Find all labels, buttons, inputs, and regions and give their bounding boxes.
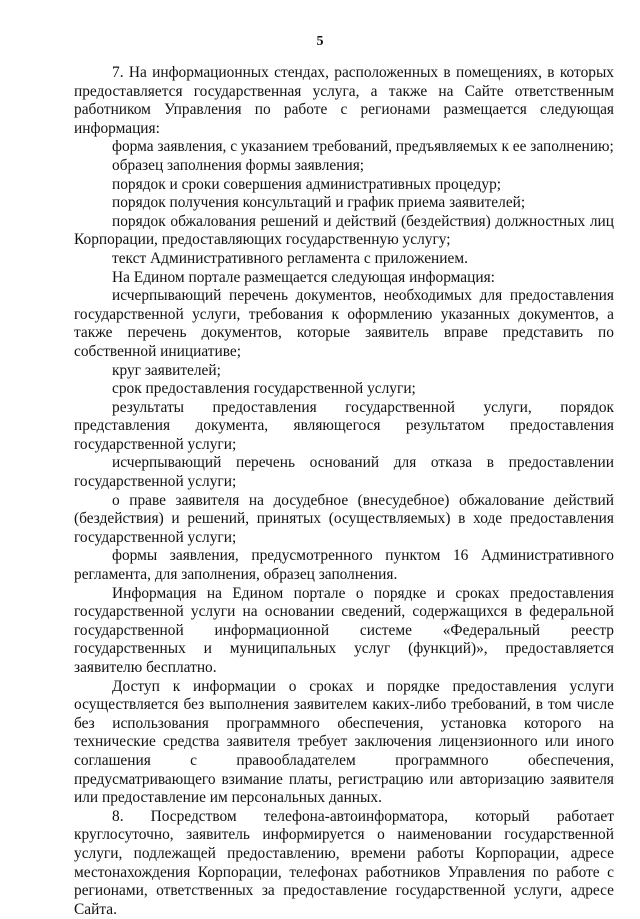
list-item: исчерпывающий перечень оснований для отказа в предоставлении государственной услуги; [74,454,614,491]
list-item: формы заявления, предусмотренного пунктом 16 Административного регламента, для заполнения, образец заполнения. [74,547,614,584]
paragraph-access: Доступ к информации о сроках и порядке предоставления услуги осуществляется без выполнения заявителем каких-либо требований, в том числе без использования программного обеспечения, установка которого на технические средства заявителя требует заключения лицензионного или иного соглашения с правообладателем программного обеспечения, предусматривающего взимание платы, регистрацию или авторизацию заявителя или предоставление им персональных данных. [74,677,614,807]
list-item: круг заявителей; [112,361,221,379]
list-item: текст Административного регламента с приложением. [112,249,468,267]
paragraph-7-stands: 7. На информационных стендах, расположенных в помещениях, в которых предоставляется государственная услуга, а также на Сайте ответственным работником Управления по работе с регионами размещается следующая информация: [74,64,614,137]
list-item: исчерпывающий перечень документов, необходимых для предоставления государственной услуги, требования к оформлению указанных документов, а также перечень документов, которые заявитель вправе представить по собственной инициативе; [74,287,614,360]
document-body [74,64,614,919]
paragraph-portal-free: Информация на Едином портале о порядке и сроках предоставления государственной услуги на основании сведений, содержащихся в федеральной государственной информационной системе «Федеральный реестр государственных и муниципальных услуг (функций)», предоставляется заявителю бесплатно. [74,584,614,676]
list-item: порядок обжалования решений и действий (бездействия) должностных лиц Корпорации, предоставляющих государственную услугу; [74,212,614,249]
portal-info-heading: На Едином портале размещается следующая информация: [112,268,495,286]
paragraph-8-autoinformer: 8. Посредством телефона-автоинформатора, который работает круглосуточно, заявитель информируется о наименовании государственной услуги, подлежащей предоставлению, времени работы Корпорации, адресе местонахождения Корпорации, телефонах работников Управления по работе с регионами, ответственных за предоставление государственной услуги, адресе Сайта. [74,807,614,918]
list-item: образец заполнения формы заявления; [112,156,365,174]
page-number: 5 [316,34,324,49]
list-item: результаты предоставления государственной услуги, порядок представления документа, являющегося результатом предоставления государственной услуги; [74,398,614,453]
list-item: срок предоставления государственной услуги; [112,380,416,398]
list-item: порядок получения консультаций и график приема заявителей; [112,194,526,212]
list-item: порядок и сроки совершения административных процедур; [112,175,502,193]
list-item: о праве заявителя на досудебное (внесудебное) обжалование действий (бездействия) и решений, принятых (осуществляемых) в ходе предоставления государственной услуги; [74,491,614,546]
list-item: форма заявления, с указанием требований, предъявляемых к ее заполнению; [112,138,614,156]
